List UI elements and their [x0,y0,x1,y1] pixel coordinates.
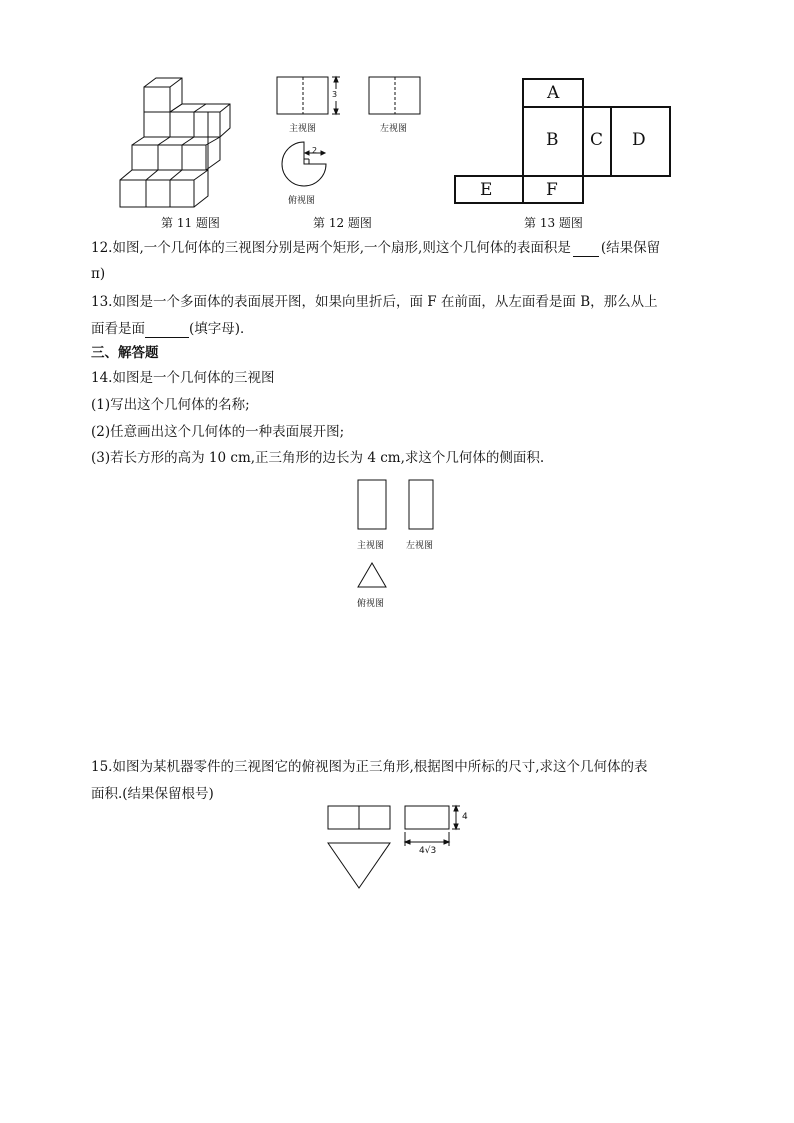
question-15-line-2: 面积.(结果保留根号) [91,786,214,802]
q14-top-view-label: 俯视图 [357,599,385,609]
question-13-line-1: 13.如图是一个多面体的表面展开图，如果向里折后，面 F 在前面，从左面看是面 B，那么从上 [91,294,658,310]
question-14-part-1: (1)写出这个几何体的名称; [91,397,250,413]
net-face-d: D [632,130,646,150]
front-view-label: 主视图 [289,124,317,134]
net-face-b: B [546,130,559,150]
question-12-text: 12.如图,一个几何体的三视图分别是两个矩形,一个扇形,则这个几何体的表面积是 [91,240,571,256]
question-15-line-1: 15.如图为某机器零件的三视图它的俯视图为正三角形,根据图中所标的尺寸,求这个几何体的表 [91,759,648,775]
question-12-note: (结果保留 [600,240,661,256]
question-14-stem: 14.如图是一个几何体的三视图 [91,370,275,386]
top-view-label: 俯视图 [288,196,316,206]
question-14-part-2: (2)任意画出这个几何体的一种表面展开图; [91,424,345,440]
question-13-note: (填字母)． [189,321,254,337]
question-13-text: 面看是面 [91,321,145,337]
net-face-a: A [547,83,560,103]
question-12-line-2: π) [91,266,106,282]
dim-height-label: 3 [332,90,338,99]
q14-left-view-label: 左视图 [406,541,434,551]
dim-height-4: 4 [462,812,468,822]
figure-13-caption: 第 13 题图 [524,216,583,230]
net-face-e: E [480,180,493,200]
section-heading: 三、解答题 [91,345,159,361]
q14-front-view-label: 主视图 [357,541,385,551]
dim-radius-label: 2 [312,146,318,155]
left-view-label: 左视图 [380,124,408,134]
dim-width-4sqrt3: 4√3 [419,846,437,856]
net-face-c: C [590,130,604,150]
question-14-part-3: (3)若长方形的高为 10 cm,正三角形的边长为 4 cm,求这个几何体的侧面积. [91,450,545,466]
net-face-f: F [546,180,558,200]
figure-12-caption: 第 12 题图 [313,216,372,230]
figure-11-caption: 第 11 题图 [161,216,220,230]
